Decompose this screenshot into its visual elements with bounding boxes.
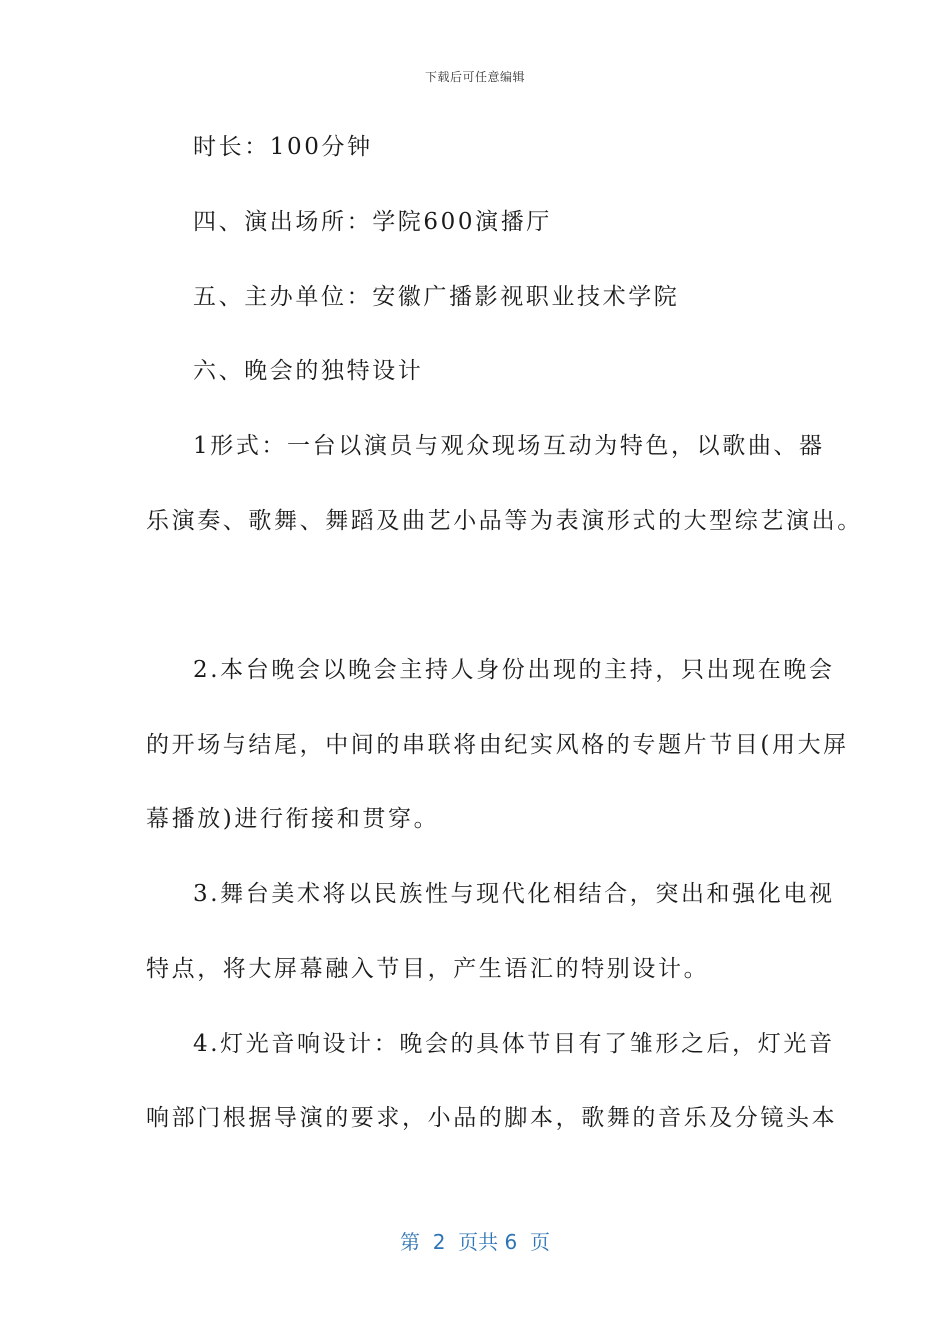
line-host-1: 2.本台晚会以晚会主持人身份出现的主持，只出现在晚会 (193, 657, 835, 683)
line-stage-1: 3.舞台美术将以民族性与现代化相结合，突出和强化电视 (193, 881, 835, 907)
header-note: 下载后可任意编辑 (424, 70, 525, 84)
line-lighting-1: 4.灯光音响设计：晚会的具体节目有了雏形之后，灯光音 (193, 1031, 835, 1057)
line-venue: 四、演出场所：学院600演播厅 (193, 209, 552, 235)
line-duration: 时长：100分钟 (193, 134, 373, 160)
line-stage-2: 特点，将大屏幕融入节目，产生语汇的特别设计。 (146, 956, 710, 982)
line-form-2: 乐演奏、歌舞、舞蹈及曲艺小品等为表演形式的大型综艺演出。 (146, 508, 863, 534)
line-host-3: 幕播放)进行衔接和贯穿。 (146, 806, 440, 832)
line-form-1: 1形式：一台以演员与观众现场互动为特色，以歌曲、器 (193, 433, 825, 459)
page-number: 第 2 页共 6 页 (400, 1230, 550, 1254)
line-lighting-2: 响部门根据导演的要求，小品的脚本，歌舞的音乐及分镜头本 (146, 1105, 838, 1131)
line-organizer: 五、主办单位：安徽广播影视职业技术学院 (193, 284, 680, 310)
line-design-heading: 六、晚会的独特设计 (193, 358, 424, 384)
line-host-2: 的开场与结尾，中间的串联将由纪实风格的专题片节目(用大屏 (146, 732, 849, 758)
